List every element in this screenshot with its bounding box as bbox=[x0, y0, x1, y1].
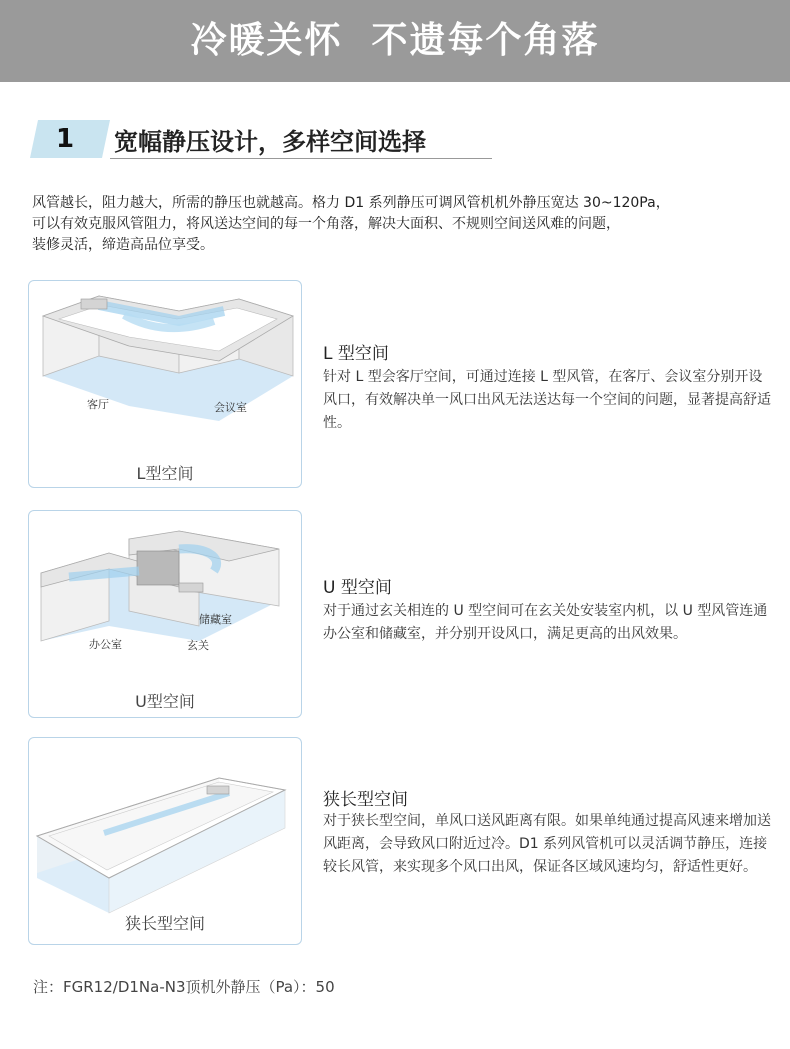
banner-title: 冷暖关怀 不遗每个角落 bbox=[190, 20, 600, 61]
room-label: 客厅 bbox=[87, 398, 109, 411]
u-space-title: U 型空间 bbox=[323, 578, 392, 598]
section-title-underline bbox=[110, 158, 492, 159]
narrow-space-caption: 狭长型空间 bbox=[124, 914, 205, 933]
intro-line: 风管越长，阻力越大，所需的静压也就越高。格力 D1 系列静压可调风管机机外静压宽达 30~120Pa， bbox=[32, 195, 670, 211]
narrow-space-title: 狭长型空间 bbox=[323, 790, 408, 810]
u-space-caption: U型空间 bbox=[135, 692, 195, 711]
narrow-space-illustration-panel bbox=[28, 737, 302, 945]
u-space-illustration bbox=[29, 511, 303, 719]
section-number: 1 bbox=[55, 124, 75, 154]
footnote: 注：FGR12/D1Na-N3顶机外静压（Pa）：50 bbox=[33, 978, 335, 996]
room-label: 会议室 bbox=[214, 401, 247, 414]
section-title: 宽幅静压设计，多样空间选择 bbox=[114, 128, 426, 156]
l-space-description: 针对 L 型会客厅空间，可通过连接 L 型风管，在客厅、会议室分别开设风口，有效解决单一风口出风无法送达每一个空间的问题，显著提高舒适性。 bbox=[323, 369, 771, 431]
room-label: 玄关 bbox=[187, 639, 209, 652]
u-space-description: 对于通过玄关相连的 U 型空间可在玄关处安装室内机，以 U 型风管连通办公室和储藏室，并分别开设风口，满足更高的出风效果。 bbox=[323, 603, 768, 642]
u-space-illustration-panel bbox=[28, 510, 302, 718]
room-label: 储藏室 bbox=[199, 613, 232, 626]
intro-paragraph bbox=[32, 193, 772, 256]
l-space-caption: L型空间 bbox=[136, 464, 194, 483]
room-label: 办公室 bbox=[89, 638, 122, 651]
intro-line: 可以有效克服风管阻力，将风送达空间的每一个角落，解决大面积、不规则空间送风难的问题， bbox=[32, 216, 620, 232]
intro-line: 装修灵活，缔造高品位享受。 bbox=[32, 237, 214, 253]
l-space-illustration bbox=[29, 281, 303, 489]
l-space-title: L 型空间 bbox=[323, 344, 389, 364]
l-space-illustration-panel bbox=[28, 280, 302, 488]
narrow-space-description: 对于狭长型空间，单风口送风距离有限。如果单纯通过提高风速来增加送风距离，会导致风口附近过冷。D1 系列风管机可以灵活调节静压，连接较长风管，来实现多个风口出风，保证各区域风速均匀，舒适性更好。 bbox=[323, 813, 771, 875]
